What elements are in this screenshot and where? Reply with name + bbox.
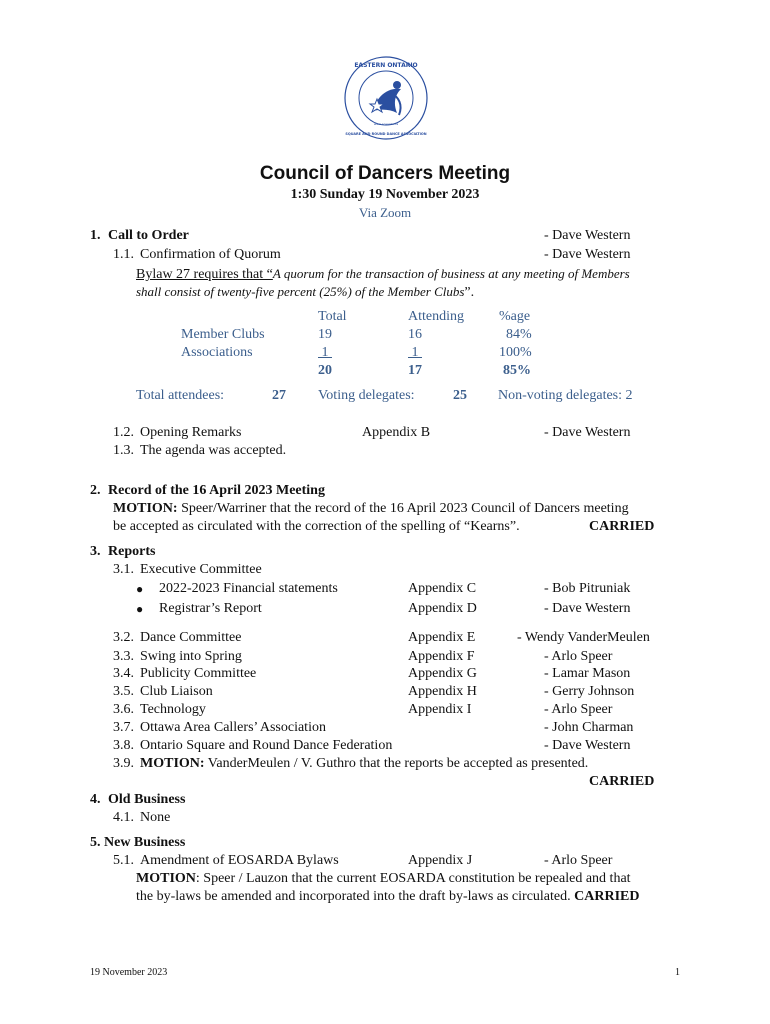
item-number: 1.1.	[113, 247, 134, 262]
item-label: Executive Committee	[140, 562, 262, 577]
svg-text:www.eosarda.ca: www.eosarda.ca	[373, 122, 399, 126]
quorum-cell-attending: 16	[408, 327, 422, 342]
voting-delegates-value: 25	[453, 388, 467, 403]
motion-line	[140, 756, 588, 772]
item-label: Amendment of EOSARDA Bylaws	[140, 853, 339, 868]
item-number: 3.7.	[113, 720, 134, 735]
motion-text: the by-laws be amended and incorporated into the draft by-laws as circulated.	[136, 889, 571, 904]
section-number: 4.	[90, 792, 101, 807]
page-title: Council of Dancers Meeting	[259, 163, 511, 184]
item-number: 3.5.	[113, 684, 134, 699]
bullet-label: 2022-2023 Financial statements	[159, 581, 338, 596]
bullet-icon: ●	[136, 582, 144, 596]
quorum-header-attending: Attending	[408, 309, 464, 324]
quorum-row-label: Associations	[181, 345, 253, 360]
quorum-cell-pct: 84%	[506, 327, 532, 342]
motion-line	[113, 501, 629, 517]
item-number: 3.3.	[113, 649, 134, 664]
svg-text:SQUARE AND ROUND DANCE ASSOCIA: SQUARE AND ROUND DANCE ASSOCIATION	[345, 132, 427, 136]
section-number: 3.	[90, 544, 101, 559]
appendix-ref: Appendix H	[408, 684, 477, 699]
motion-line	[136, 889, 639, 905]
bylaw-quote-text: shall consist of twenty-five percent (25%) of the Member Clubs	[136, 284, 465, 299]
section-heading-record: Record of the 16 April 2023 Meeting	[108, 483, 325, 498]
appendix-ref: Appendix B	[362, 425, 431, 440]
motion-label: MOTION:	[113, 501, 178, 516]
motion-label: MOTION	[136, 871, 196, 886]
quorum-row-label: Member Clubs	[181, 327, 265, 342]
section-heading-new-business: 5. New Business	[90, 835, 186, 850]
quorum-cell-total: 19	[318, 327, 332, 342]
item-label: Opening Remarks	[140, 425, 242, 440]
item-label: Swing into Spring	[140, 649, 242, 664]
item-label: Ontario Square and Round Dance Federation	[140, 738, 393, 753]
bylaw-quote	[136, 266, 630, 283]
motion-text: VanderMeulen / V. Guthro that the reports be accepted as presented.	[204, 756, 589, 771]
quorum-total-attending: 17	[408, 363, 422, 378]
quorum-cell-pct: 100%	[499, 345, 532, 360]
svg-text:EASTERN ONTARIO: EASTERN ONTARIO	[354, 62, 418, 69]
section-heading-reports: Reports	[108, 544, 156, 559]
motion-text: : Speer / Lauzon that the current EOSARDA constitution be repealed and that	[195, 871, 631, 886]
item-label: None	[140, 810, 171, 825]
meeting-location: Via Zoom	[358, 205, 412, 220]
carried-label: CARRIED	[574, 889, 640, 904]
item-number: 3.2.	[113, 630, 134, 645]
presenter: - Dave Western	[544, 247, 631, 262]
presenter: - Dave Western	[544, 738, 631, 753]
bylaw-suffix: ”.	[464, 285, 475, 300]
presenter: - John Charman	[544, 720, 634, 735]
carried-label: CARRIED	[589, 519, 655, 534]
meeting-datetime: 1:30 Sunday 19 November 2023	[290, 187, 480, 202]
item-number: 1.3.	[113, 443, 134, 458]
appendix-ref: Appendix I	[408, 702, 472, 717]
eosarda-logo	[343, 55, 429, 141]
non-voting-delegates: Non-voting delegates: 2	[498, 388, 633, 403]
total-attendees-label: Total attendees:	[136, 388, 225, 403]
section-number: 2.	[90, 483, 101, 498]
presenter: - Arlo Speer	[544, 702, 613, 717]
motion-line	[136, 871, 631, 887]
item-number: 3.6.	[113, 702, 134, 717]
bullet-label: Registrar’s Report	[159, 601, 262, 616]
carried-label: CARRIED	[589, 774, 655, 789]
quorum-cell-total: 1	[321, 345, 329, 360]
item-number: 3.9.	[113, 756, 134, 771]
appendix-ref: Appendix F	[408, 649, 475, 664]
motion-text: Speer/Warriner that the record of the 16 April 2023 Council of Dancers meeting	[177, 501, 629, 516]
appendix-ref: Appendix D	[408, 601, 477, 616]
voting-delegates-label: Voting delegates:	[318, 388, 415, 403]
motion-text: be accepted as circulated with the correction of the spelling of “Kearns”.	[113, 519, 520, 534]
presenter: - Dave Western	[544, 228, 631, 243]
item-label: Ottawa Area Callers’ Association	[140, 720, 326, 735]
quorum-header-pct: %age	[499, 309, 531, 324]
presenter: - Gerry Johnson	[544, 684, 635, 699]
item-label: The agenda was accepted.	[140, 443, 287, 458]
bylaw-prefix: Bylaw 27 requires that “	[136, 267, 273, 282]
appendix-ref: Appendix C	[408, 581, 477, 596]
bylaw-quote-text: A quorum for the transaction of business at any meeting of Members	[272, 266, 630, 281]
section-number: 1.	[90, 228, 101, 243]
item-label: Dance Committee	[140, 630, 242, 645]
presenter: - Bob Pitruniak	[544, 581, 631, 596]
presenter: - Arlo Speer	[544, 853, 613, 868]
item-label: Club Liaison	[140, 684, 213, 699]
motion-label: MOTION:	[140, 756, 205, 771]
presenter: - Lamar Mason	[544, 666, 631, 681]
item-label: Publicity Committee	[140, 666, 257, 681]
item-label: Confirmation of Quorum	[140, 247, 281, 262]
appendix-ref: Appendix J	[408, 853, 473, 868]
presenter: - Wendy VanderMeulen	[517, 630, 650, 645]
bullet-icon: ●	[136, 602, 144, 616]
item-number: 3.1.	[113, 562, 134, 577]
bylaw-quote-cont	[136, 284, 474, 301]
appendix-ref: Appendix E	[408, 630, 476, 645]
item-label: Technology	[140, 702, 206, 717]
section-heading-old-business: Old Business	[108, 792, 186, 807]
appendix-ref: Appendix G	[408, 666, 477, 681]
quorum-header-total: Total	[318, 309, 347, 324]
quorum-cell-attending: 1	[411, 345, 419, 360]
quorum-total-pct: 85%	[503, 363, 531, 378]
presenter: - Arlo Speer	[544, 649, 613, 664]
presenter: - Dave Western	[544, 425, 631, 440]
quorum-total-total: 20	[318, 363, 332, 378]
section-heading-call-to-order: Call to Order	[108, 228, 189, 243]
total-attendees-value: 27	[272, 388, 286, 403]
footer-date: 19 November 2023	[90, 967, 168, 978]
page-number: 1	[675, 967, 680, 978]
item-number: 3.4.	[113, 666, 134, 681]
item-number: 1.2.	[113, 425, 134, 440]
item-number: 3.8.	[113, 738, 134, 753]
presenter: - Dave Western	[544, 601, 631, 616]
item-number: 5.1.	[113, 853, 134, 868]
item-number: 4.1.	[113, 810, 134, 825]
